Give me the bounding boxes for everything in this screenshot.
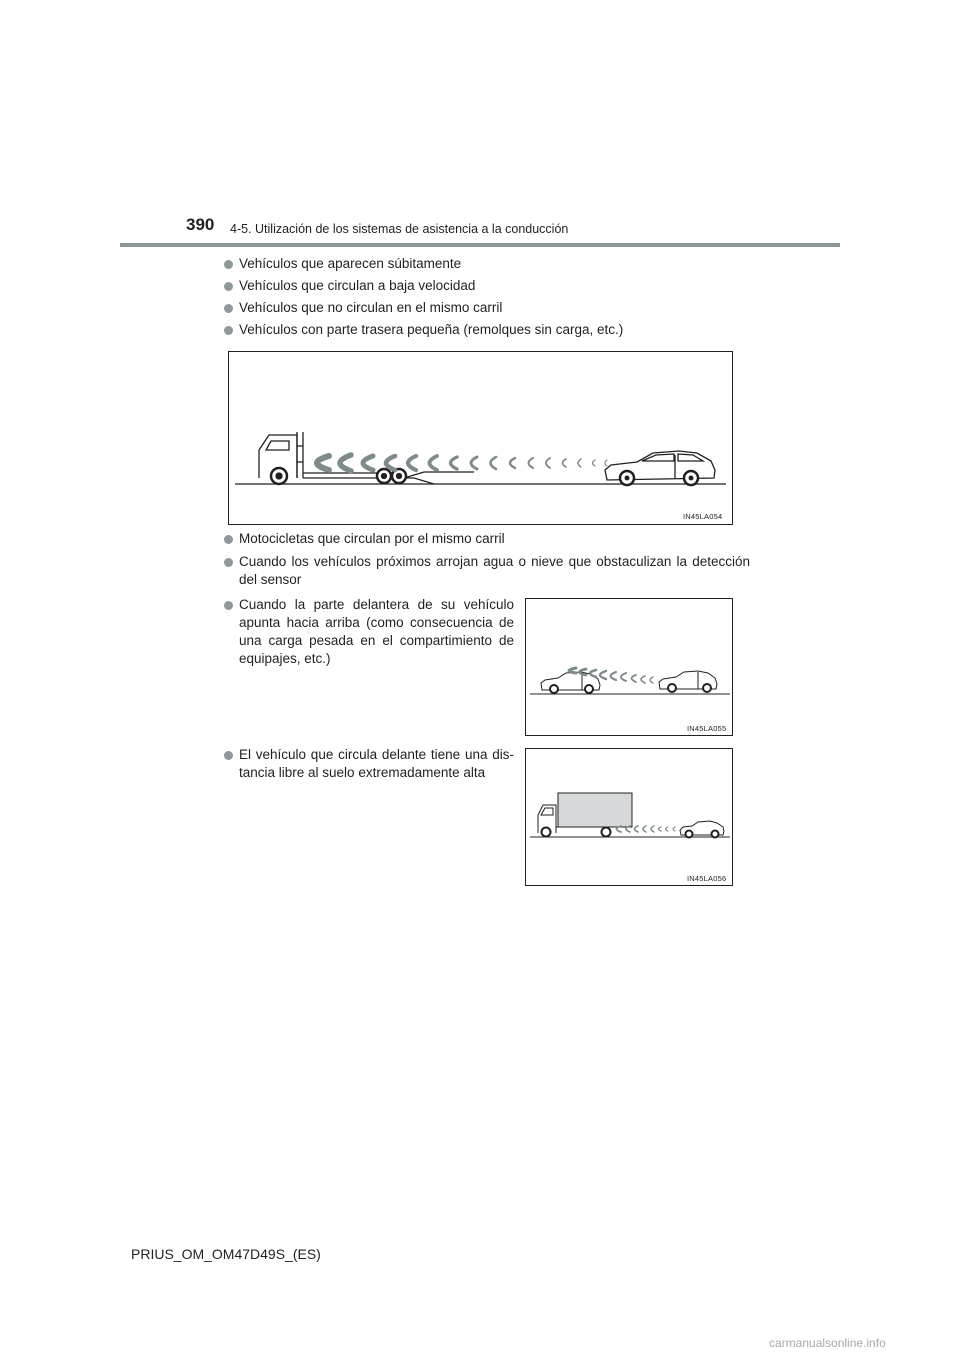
bullet-item	[224, 277, 475, 295]
bullet-item	[224, 553, 750, 589]
figure-code: IN45LA056	[687, 874, 727, 883]
bullet-text: Cuando la parte delantera de su vehículo apunta hacia arriba (como consecuencia de una carga pesada en el compartimiento de equipajes, etc.)	[239, 597, 514, 666]
figure-trailer-illustration	[228, 351, 733, 525]
bullet-item	[224, 299, 502, 317]
bullet-text: Vehículos que circulan a baja velocidad	[239, 278, 476, 293]
bullet-item	[224, 530, 505, 548]
bullet-item	[224, 596, 514, 668]
bullet-text: El vehículo que circula delante tiene una distancia libre al suelo extremadamente alta	[239, 747, 514, 780]
figure-nose-up-illustration	[525, 598, 733, 736]
section-title: 4-5. Utilización de los sistemas de asistencia a la conducción	[230, 222, 569, 236]
bullet-dot-icon	[224, 558, 233, 567]
footer-document-code: PRIUS_OM_OM47D49S_(ES)	[131, 1246, 321, 1262]
figure-code: IN45LA054	[683, 512, 723, 521]
bullet-dot-icon	[224, 535, 233, 544]
trailer-car-illustration	[229, 352, 734, 526]
bullet-text: Cuando los vehículos próximos arrojan agua o nieve que obstaculizan la detección del sensor	[239, 554, 750, 587]
figure-high-clearance-illustration	[525, 748, 733, 886]
figure-code: IN45LA055	[687, 724, 727, 733]
bullet-text: Motocicletas que circulan por el mismo carril	[239, 531, 505, 546]
bullet-text: Vehículos con parte trasera pequeña (remolques sin carga, etc.)	[239, 322, 624, 337]
bullet-dot-icon	[224, 751, 233, 760]
bullet-text: Vehículos que aparecen súbitamente	[239, 256, 462, 271]
watermark: carmanualsonline.info	[769, 1336, 886, 1350]
bullet-item	[224, 321, 623, 339]
bullet-text: Vehículos que no circulan en el mismo carril	[239, 300, 503, 315]
bullet-dot-icon	[224, 260, 233, 269]
bullet-item	[224, 746, 514, 782]
bullet-dot-icon	[224, 601, 233, 610]
header-rule	[120, 243, 840, 247]
bullet-dot-icon	[224, 326, 233, 335]
bullet-dot-icon	[224, 304, 233, 313]
bullet-item	[224, 255, 461, 273]
bullet-dot-icon	[224, 282, 233, 291]
two-cars-illustration	[526, 599, 734, 737]
page-number: 390	[186, 215, 215, 234]
truck-car-illustration	[526, 749, 734, 887]
